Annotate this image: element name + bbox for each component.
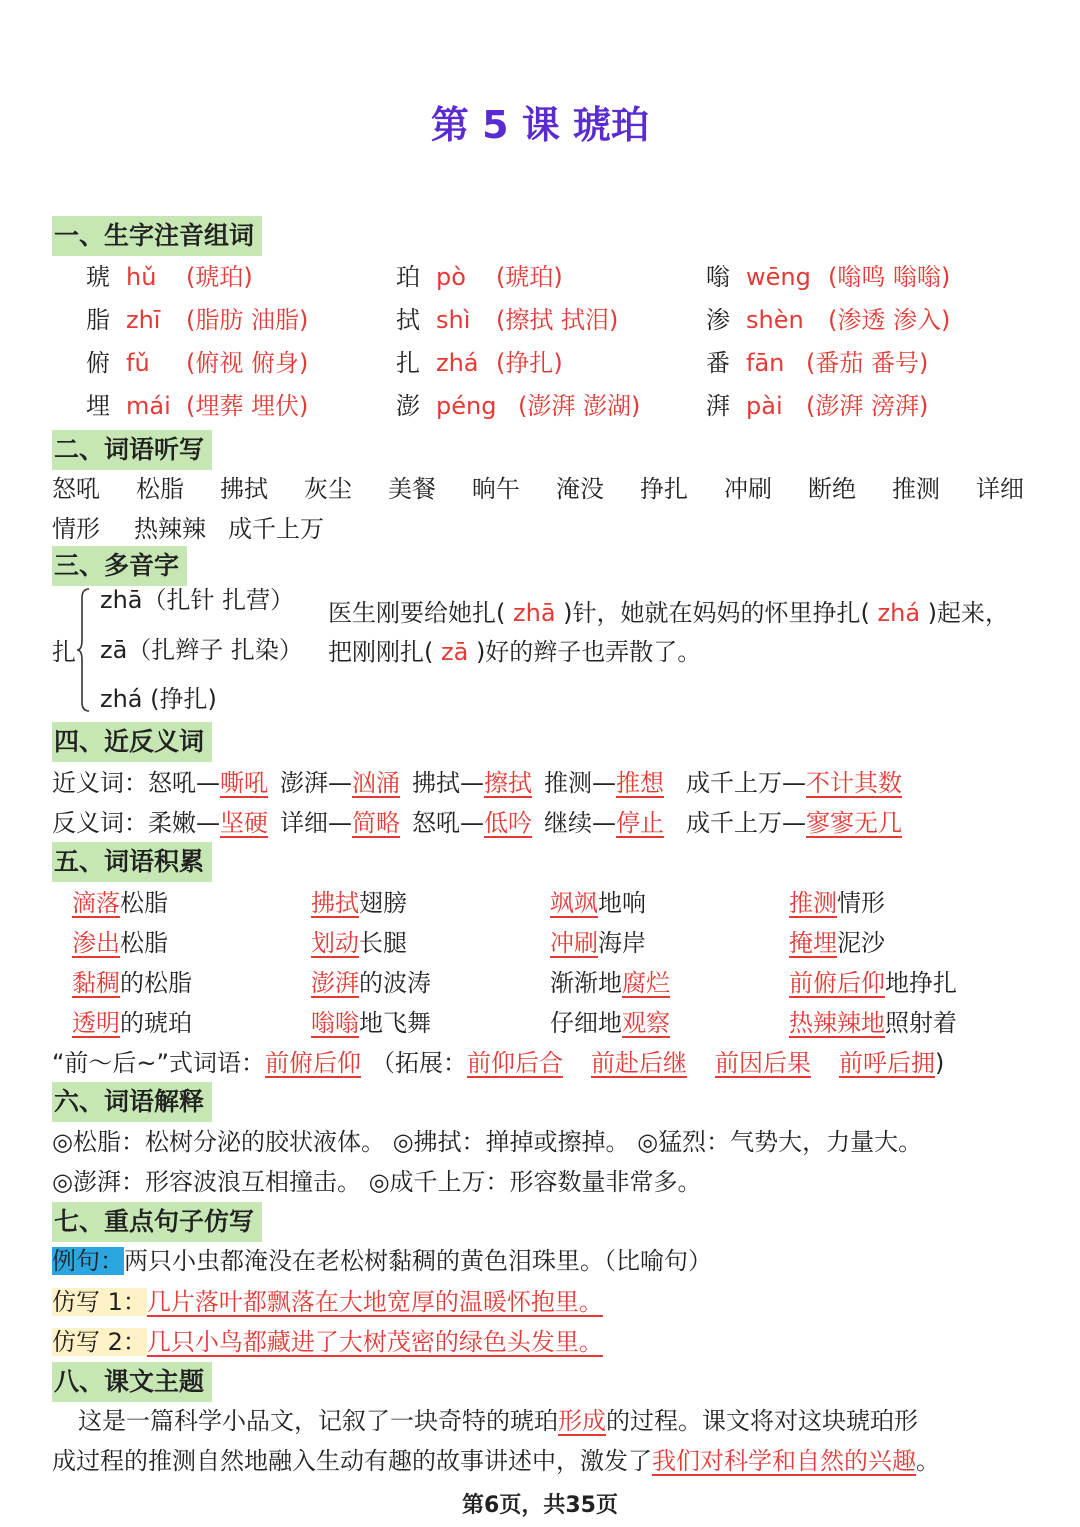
phrase-text: 长腿 — [359, 929, 407, 957]
phrase-answer: 滴落 — [72, 889, 120, 917]
qianhou-row — [52, 1047, 1042, 1079]
phrase-answer: 前俯后仰 — [789, 969, 885, 997]
phrase-item — [789, 927, 885, 959]
char-words: (擦拭 拭泪) — [496, 306, 619, 334]
phrase-text: 仔细地 — [550, 1009, 622, 1037]
phrase-item — [789, 887, 885, 919]
phrase-item — [72, 927, 168, 959]
phrase-answer: 腐烂 — [622, 969, 670, 997]
qianhou-item: 前因后果 — [714, 1049, 811, 1077]
brace-icon — [76, 588, 90, 712]
phrase-answer: 热辣辣地 — [789, 1009, 885, 1037]
phrase-answer: 推测 — [789, 889, 837, 917]
imitation-1-label: 仿写 1： — [52, 1288, 147, 1316]
synonyms-word: 澎湃— — [280, 769, 352, 797]
synonyms-label: 近义词： — [52, 769, 148, 797]
phrase-text: 渐渐地 — [550, 969, 622, 997]
char-pinyin: mái — [126, 392, 171, 420]
char-pinyin: shèn — [746, 306, 804, 334]
char-pinyin: wēng — [746, 263, 811, 291]
phrase-text: 的松脂 — [120, 969, 192, 997]
polyphone-reading-2: zā（扎辫子 扎染） — [100, 636, 303, 664]
section-heading-7: 七、重点句子仿写 — [52, 1202, 262, 1242]
qianhou-item: 前仰后合 — [466, 1049, 563, 1077]
qianhou-item: 前呼后拥 — [838, 1049, 935, 1077]
phrase-answer: 观察 — [622, 1009, 670, 1037]
section-heading-5: 五、词语积累 — [52, 842, 212, 882]
phrase-item — [789, 1007, 957, 1039]
synonyms-word: 推测— — [544, 769, 616, 797]
phrase-item — [72, 887, 168, 919]
char-hanzi: 珀 — [396, 263, 420, 291]
char-words: (埋葬 埋伏) — [186, 392, 309, 420]
phrase-answer: 黏稠 — [72, 969, 120, 997]
char-pinyin: pò — [436, 263, 466, 291]
polyphone-reading-3: zhá (挣扎) — [100, 685, 217, 713]
section-heading-2: 二、词语听写 — [52, 430, 212, 470]
char-hanzi: 湃 — [706, 392, 730, 420]
phrase-item — [550, 927, 646, 959]
antonyms-word: 怒吼— — [412, 809, 484, 837]
char-words: (番茄 番号) — [806, 349, 929, 377]
synonyms-word: 怒吼— — [148, 769, 220, 797]
phrase-item — [311, 1007, 431, 1039]
qianhou-close: ) — [934, 1049, 945, 1077]
dictation-word: 美餐 — [388, 475, 436, 503]
page-footer: 第6页，共35页 — [462, 1493, 618, 1518]
imitation-2-label: 仿写 2： — [52, 1328, 147, 1356]
dictation-word: 详细 — [976, 475, 1024, 503]
char-hanzi: 拭 — [396, 306, 420, 334]
dictation-word: 推测 — [892, 475, 940, 503]
phrase-text: 照射着 — [885, 1009, 957, 1037]
synonyms-word: 拂拭— — [412, 769, 484, 797]
dictation-word: 拂拭 — [220, 475, 268, 503]
phrase-item — [550, 1007, 670, 1039]
dictation-word: 挣扎 — [640, 475, 688, 503]
section-heading-6: 六、词语解释 — [52, 1082, 212, 1122]
char-hanzi: 脂 — [86, 306, 110, 334]
antonyms-word: 继续— — [544, 809, 616, 837]
antonyms-word: 成千上万— — [686, 809, 806, 837]
theme-line-1: 这是一篇科学小品文，记叙了一块奇特的琥珀形成的过程。课文将对这块琥珀形 — [78, 1407, 918, 1435]
antonyms-label: 反义词： — [52, 809, 148, 837]
char-words: (澎湃 澎湖) — [518, 392, 641, 420]
phrase-text: 地响 — [598, 889, 646, 917]
phrase-text: 的波涛 — [359, 969, 431, 997]
phrase-text: 地飞舞 — [359, 1009, 431, 1037]
section-heading-4: 四、近反义词 — [52, 722, 212, 762]
dictation-word: 热辣辣 — [134, 515, 206, 543]
phrase-answer: 澎湃 — [311, 969, 359, 997]
char-pinyin: hǔ — [126, 263, 157, 291]
synonyms-answer: 汹涌 — [352, 769, 400, 797]
char-words: (俯视 俯身) — [186, 349, 309, 377]
char-pinyin: zhá — [436, 349, 479, 377]
phrase-text: 松脂 — [120, 929, 168, 957]
phrase-item — [72, 1007, 192, 1039]
polyphone-sentence-1: 医生刚要给她扎( zhā )针，她就在妈妈的怀里挣扎( zhá )起来， — [328, 599, 1010, 627]
char-words: (渗透 渗入) — [828, 306, 951, 334]
char-pinyin: shì — [436, 306, 471, 334]
section-heading-1: 一、生字注音组词 — [52, 216, 262, 256]
synonyms-word: 成千上万— — [686, 769, 806, 797]
phrase-answer: 嗡嗡 — [311, 1009, 359, 1037]
phrase-item — [550, 887, 646, 919]
dictation-word: 怒吼 — [52, 475, 100, 503]
phrase-answer: 拂拭 — [311, 889, 359, 917]
antonyms-answer: 停止 — [616, 809, 664, 837]
phrase-answer: 透明 — [72, 1009, 120, 1037]
synonyms-row — [52, 767, 1042, 799]
phrase-answer: 掩埋 — [789, 929, 837, 957]
phrase-item — [72, 967, 192, 999]
char-pinyin: péng — [436, 392, 497, 420]
antonyms-row — [52, 807, 1042, 839]
synonyms-answer: 推想 — [616, 769, 664, 797]
phrase-item — [550, 967, 670, 999]
synonyms-answer: 不计其数 — [806, 769, 902, 797]
char-hanzi: 番 — [706, 349, 730, 377]
example-sentence: 例句：两只小虫都淹没在老松树黏稠的黄色泪珠里。（比喻句） — [52, 1247, 712, 1275]
dictation-word: 灰尘 — [304, 475, 352, 503]
qianhou-first: 前俯后仰 — [264, 1049, 361, 1077]
phrase-answer: 划动 — [311, 929, 359, 957]
phrase-answer: 飒飒 — [550, 889, 598, 917]
phrase-text: 地挣扎 — [885, 969, 957, 997]
antonyms-answer: 寥寥无几 — [806, 809, 902, 837]
antonyms-word: 详细— — [280, 809, 352, 837]
phrase-text: 松脂 — [120, 889, 168, 917]
char-hanzi: 澎 — [396, 392, 420, 420]
char-words: (琥珀) — [186, 263, 253, 291]
polyphone-reading-1: zhā（扎针 扎营） — [100, 586, 295, 614]
polyphone-char: 扎 — [52, 638, 76, 666]
polyphone-sentence-2: 把刚刚扎( zā )好的辫子也弄散了。 — [328, 638, 702, 666]
phrase-text: 的琥珀 — [120, 1009, 192, 1037]
antonyms-word: 柔嫩— — [148, 809, 220, 837]
char-pinyin: zhī — [126, 306, 161, 334]
imitation-2: 仿写 2：几只小鸟都藏进了大树茂密的绿色头发里。 — [52, 1328, 603, 1356]
phrase-text: 翅膀 — [359, 889, 407, 917]
definition-line-1: ◎松脂：松树分泌的胶状液体。 ◎拂拭：掸掉或擦掉。 ◎猛烈：气势大，力量大。 — [52, 1128, 923, 1156]
theme-line-2: 成过程的推测自然地融入生动有趣的故事讲述中，激发了我们对科学和自然的兴趣。 — [52, 1447, 940, 1475]
phrase-item — [311, 967, 431, 999]
section-heading-8: 八、课文主题 — [52, 1362, 212, 1402]
example-label: 例句： — [52, 1247, 124, 1275]
dictation-word: 松脂 — [136, 475, 184, 503]
section-heading-3: 三、多音字 — [52, 546, 187, 586]
qianhou-item: 前赴后继 — [590, 1049, 687, 1077]
phrase-text: 泥沙 — [837, 929, 885, 957]
synonyms-answer: 擦拭 — [484, 769, 532, 797]
phrase-text: 情形 — [837, 889, 885, 917]
antonyms-answer: 低吟 — [484, 809, 532, 837]
char-pinyin: fǔ — [126, 349, 150, 377]
qianhou-ext-label: （拓展： — [370, 1049, 467, 1077]
qianhou-label: “前～后~”式词语： — [52, 1049, 265, 1077]
phrase-text: 海岸 — [598, 929, 646, 957]
char-pinyin: pài — [746, 392, 783, 420]
dictation-word: 冲刷 — [724, 475, 772, 503]
page-title: 第 5 课 琥珀 — [430, 103, 650, 147]
phrase-item — [311, 927, 407, 959]
antonyms-answer: 坚硬 — [220, 809, 268, 837]
char-hanzi: 嗡 — [706, 263, 730, 291]
phrase-answer: 冲刷 — [550, 929, 598, 957]
phrase-answer: 渗出 — [72, 929, 120, 957]
antonyms-answer: 简略 — [352, 809, 400, 837]
char-words: (澎湃 滂湃) — [806, 392, 929, 420]
char-hanzi: 埋 — [86, 392, 110, 420]
imitation-1: 仿写 1：几片落叶都飘落在大地宽厚的温暖怀抱里。 — [52, 1288, 603, 1316]
char-words: (琥珀) — [496, 263, 563, 291]
char-hanzi: 琥 — [86, 263, 110, 291]
definition-line-2: ◎澎湃：形容波浪互相撞击。 ◎成千上万：形容数量非常多。 — [52, 1168, 702, 1196]
dictation-word: 成千上万 — [228, 515, 324, 543]
synonyms-answer: 嘶吼 — [220, 769, 268, 797]
char-words: (挣扎) — [496, 349, 563, 377]
dictation-word: 情形 — [52, 515, 100, 543]
char-words: (嗡鸣 嗡嗡) — [828, 263, 951, 291]
phrase-item — [311, 887, 407, 919]
dictation-word: 晌午 — [472, 475, 520, 503]
dictation-word: 淹没 — [556, 475, 604, 503]
char-hanzi: 俯 — [86, 349, 110, 377]
char-words: (脂肪 油脂) — [186, 306, 309, 334]
phrase-item — [789, 967, 957, 999]
char-hanzi: 渗 — [706, 306, 730, 334]
char-pinyin: fān — [746, 349, 785, 377]
dictation-word: 断绝 — [808, 475, 856, 503]
char-hanzi: 扎 — [396, 349, 420, 377]
